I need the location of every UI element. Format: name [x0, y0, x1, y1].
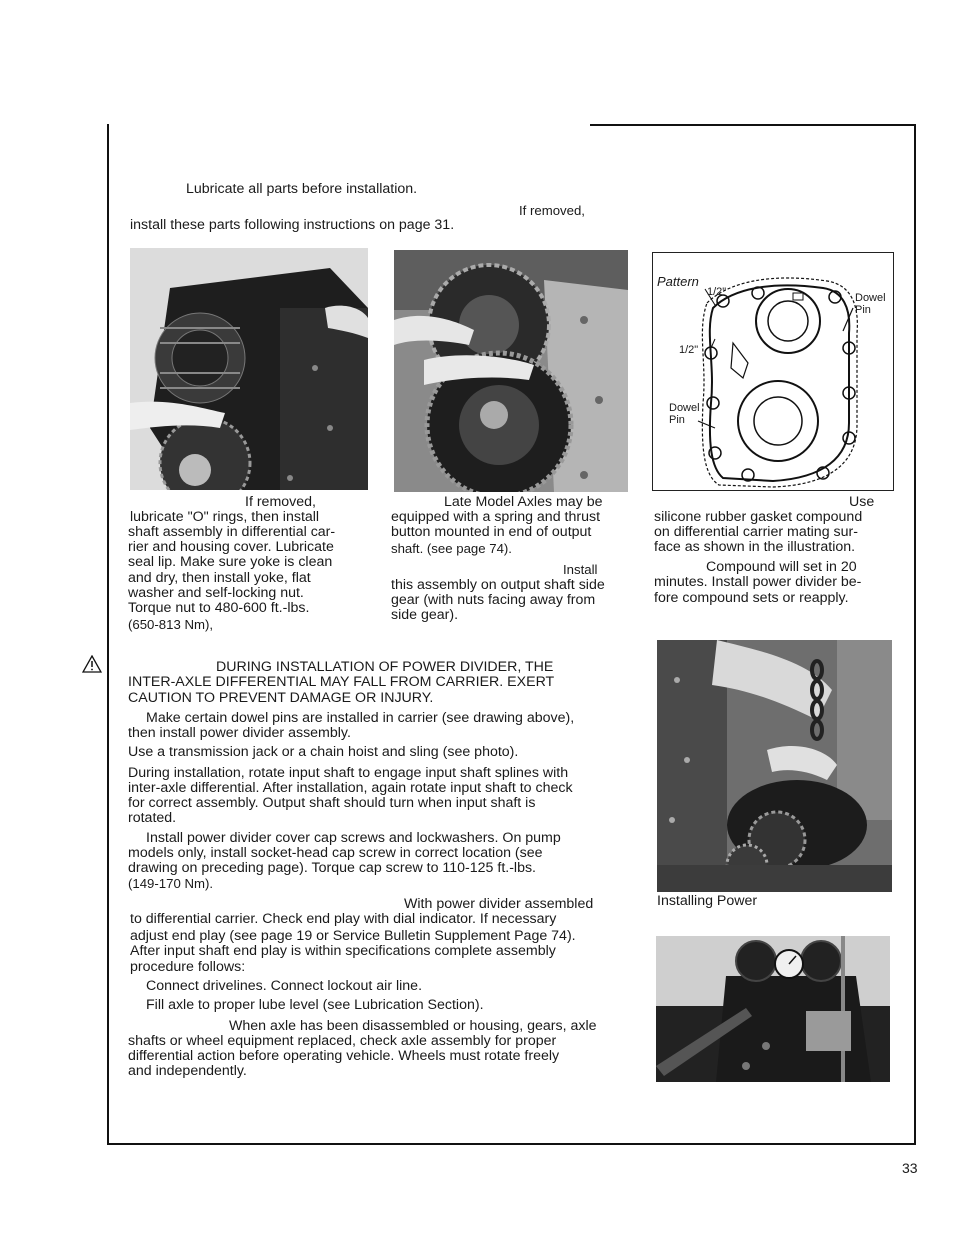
caption3-line-7: fore compound sets or reapply. [654, 590, 849, 606]
body-p7-line-1: Fill axle to proper lube level (see Lubrication Section). [146, 997, 484, 1013]
diagram-label-dowel-left: Dowel [669, 402, 700, 414]
caption1-line-1: If removed, [245, 494, 316, 510]
caption3-line-1: Use [849, 494, 875, 510]
caption1-line-6: and dry, then install yoke, flat [128, 570, 311, 586]
diagram-label-half-left: 1/2" [679, 344, 699, 356]
photo-shaft-assembly [130, 248, 368, 490]
frame-top-rule [590, 124, 916, 126]
frame-bottom-rule [107, 1143, 916, 1145]
intro-line-2: If removed, [519, 203, 585, 218]
caption2b-line-2: this assembly on output shaft side [391, 577, 605, 593]
caption3-line-5: Compound will set in 20 [706, 559, 857, 575]
caption3-line-3: on differential carrier mating sur- [654, 524, 858, 540]
caption1-line-2: lubricate "O" rings, then install [130, 509, 320, 525]
caption2b-line-3: gear (with nuts facing away from [391, 592, 596, 608]
body-p8-line-2: shafts or wheel equipment replaced, check axle assembly for proper [128, 1033, 557, 1049]
body-p5-line-1: With power divider assembled [404, 896, 594, 912]
body-p5-line-4: After input shaft end play is within specifications complete assembly [130, 943, 556, 959]
caption2a-line-4: shaft. (see page 74). [391, 541, 512, 556]
caption1-line-8: Torque nut to 480-600 ft.-lbs. [128, 600, 310, 616]
caption3-line-4: face as shown in the illustration. [654, 539, 856, 555]
warning-line-3: CAUTION TO PREVENT DAMAGE OR INJURY. [128, 690, 434, 706]
body-p2-line-1: Use a transmission jack or a chain hoist and sling (see photo). [128, 744, 519, 760]
diagram-label-pin-right: Pin [855, 304, 871, 316]
gasket-pattern-diagram [652, 252, 894, 491]
caption3-line-6: minutes. Install power divider be- [654, 574, 862, 590]
diagram-label-dowel-right: Dowel [855, 292, 886, 304]
diagram-label-pattern: Pattern [657, 274, 699, 289]
caption2a-line-3: button mounted in end of output [391, 524, 592, 540]
body-p6-line-1: Connect drivelines. Connect lockout air line. [146, 978, 423, 994]
warning-line-2: INTER-AXLE DIFFERENTIAL MAY FALL FROM CARRIER. EXERT [128, 674, 555, 690]
body-p5-line-5: procedure follows: [130, 959, 246, 975]
body-p3-line-4: rotated. [128, 810, 177, 826]
caption1-line-4: rier and housing cover. Lubricate [128, 539, 334, 555]
photo-dial-indicator [656, 936, 890, 1082]
body-p5-line-3: adjust end play (see page 19 or Service Bulletin Supplement Page 74). [130, 928, 576, 944]
page-number: 33 [902, 1160, 918, 1176]
diagram-label-pin-left: Pin [669, 414, 685, 426]
photo-interaxle-differential [394, 250, 628, 492]
intro-line-1: Lubricate all parts before installation. [186, 181, 418, 197]
body-p4-line-3: drawing on preceding page). Torque cap screw to 110-125 ft.-lbs. [128, 860, 536, 876]
body-p8-line-3: differential action before operating vehicle. Wheels must rotate freely [128, 1048, 560, 1064]
caption1-line-5: seal lip. Make sure yoke is clean [128, 554, 333, 570]
caption1-line-9: (650-813 Nm), [128, 617, 214, 632]
intro-line-3: install these parts following instructions on page 31. [130, 217, 455, 233]
caption2a-line-2: equipped with a spring and thrust [391, 509, 601, 525]
diagram-label-half-top: 1/2" [707, 286, 727, 298]
caption3-line-2: silicone rubber gasket compound [654, 509, 863, 525]
caption1-line-3: shaft assembly in differential car- [128, 524, 336, 540]
frame-right-rule [914, 124, 916, 1144]
warning-triangle-icon [82, 655, 102, 673]
body-p8-line-1: When axle has been disassembled or housing, gears, axle [229, 1018, 597, 1034]
photo-installing-power-divider [657, 640, 892, 892]
caption2b-line-4: side gear). [391, 607, 459, 623]
body-p1-line-2: then install power divider assembly. [128, 725, 351, 741]
body-p5-line-2: to differential carrier. Check end play with dial indicator. If necessary [130, 911, 557, 927]
body-p3-line-3: for correct assembly. Output shaft should turn when input shaft is [128, 795, 536, 811]
caption-installing-power: Installing Power [657, 893, 758, 909]
body-p3-line-1: During installation, rotate input shaft to engage input shaft splines with [128, 765, 569, 781]
caption1-line-7: washer and self-locking nut. [128, 585, 304, 601]
warning-line-1: DURING INSTALLATION OF POWER DIVIDER, THE [216, 659, 554, 675]
body-p8-line-4: and independently. [128, 1063, 247, 1079]
body-p1-line-1: Make certain dowel pins are installed in carrier (see drawing above), [146, 710, 575, 726]
frame-left-rule [107, 124, 109, 1144]
body-p4-line-2: models only, install socket-head cap screw in correct location (see [128, 845, 543, 861]
body-p4-line-4: (149-170 Nm). [128, 876, 214, 891]
body-p3-line-2: inter-axle differential. After installation, again rotate input shaft to check [128, 780, 573, 796]
body-p4-line-1: Install power divider cover cap screws and lockwashers. On pump [146, 830, 561, 846]
caption2a-line-1: Late Model Axles may be [444, 494, 603, 510]
caption2b-line-1: Install [563, 562, 598, 577]
